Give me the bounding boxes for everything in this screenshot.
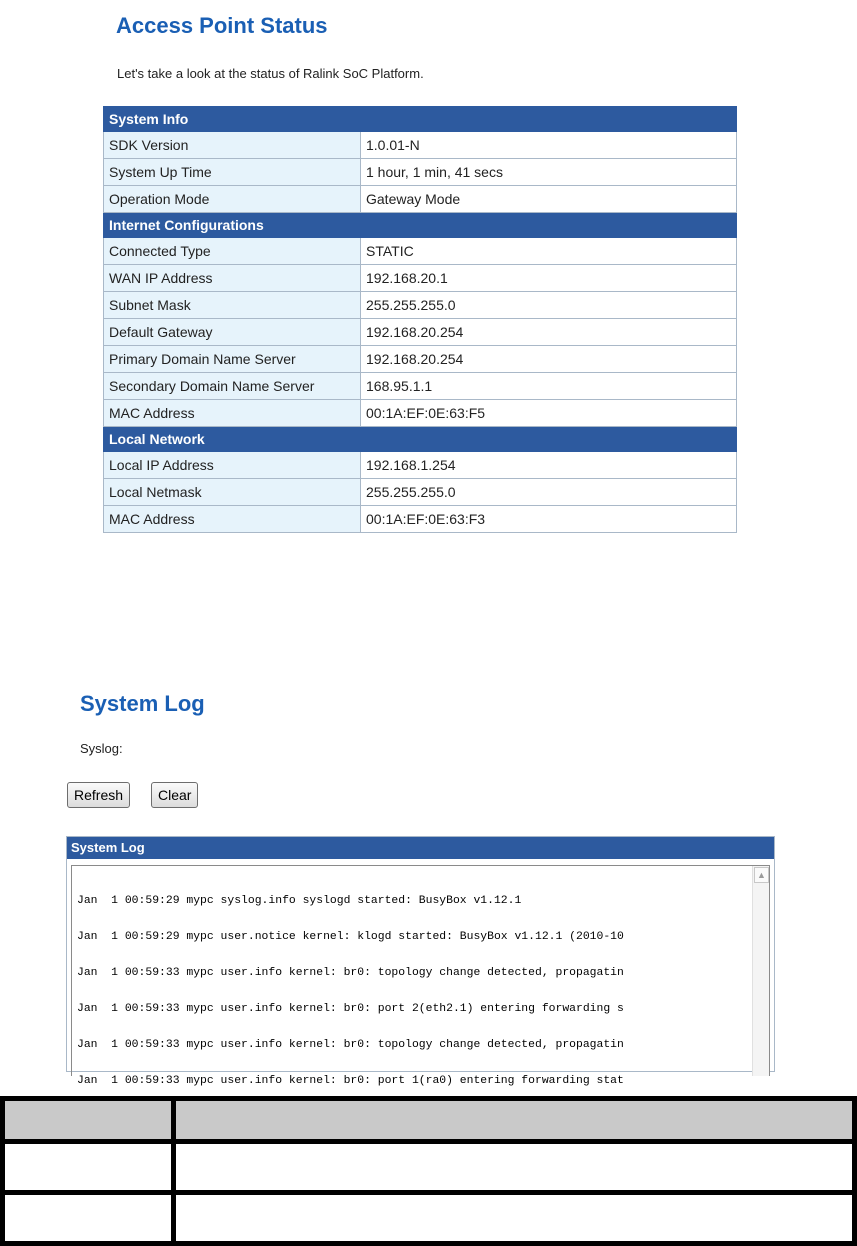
row-label: MAC Address: [104, 506, 361, 533]
log-line: Jan 1 00:59:29 mypc user.notice kernel: klogd started: BusyBox v1.12.1 (2010-10: [77, 931, 624, 943]
section-header-internet: [104, 213, 737, 238]
log-line: Jan 1 00:59:33 mypc user.info kernel: br0: topology change detected, propagatin: [77, 967, 624, 979]
row-value: 255.255.255.0: [361, 479, 737, 506]
table-row: [3, 1193, 855, 1244]
row-label: Local IP Address: [104, 452, 361, 479]
row-value: 00:1A:EF:0E:63:F3: [361, 506, 737, 533]
row-label: Secondary Domain Name Server: [104, 373, 361, 400]
scroll-up-icon[interactable]: ▲: [754, 867, 769, 883]
status-row-local-netmask: [104, 479, 737, 506]
status-row-local-ip: [104, 452, 737, 479]
page-subtitle: Let's take a look at the status of Ralink SoC Platform.: [117, 66, 424, 81]
table-cell: [3, 1142, 174, 1193]
log-line: Jan 1 00:59:33 mypc user.info kernel: br0: port 1(ra0) entering forwarding stat: [77, 1075, 624, 1087]
table-cell: [174, 1193, 855, 1244]
row-value: STATIC: [361, 238, 737, 265]
row-value: 00:1A:EF:0E:63:F5: [361, 400, 737, 427]
table-cell: [174, 1142, 855, 1193]
row-label: Operation Mode: [104, 186, 361, 213]
section-header-local-network: [104, 427, 737, 452]
table-cell: [3, 1193, 174, 1244]
status-row-system-up-time: [104, 159, 737, 186]
row-label: System Up Time: [104, 159, 361, 186]
status-row-wan-mac: [104, 400, 737, 427]
row-value: 168.95.1.1: [361, 373, 737, 400]
status-table: [103, 106, 737, 533]
row-value: 192.168.20.1: [361, 265, 737, 292]
row-label: Primary Domain Name Server: [104, 346, 361, 373]
status-row-secondary-dns: [104, 373, 737, 400]
status-row-default-gateway: [104, 319, 737, 346]
row-value: Gateway Mode: [361, 186, 737, 213]
page-title: Access Point Status: [116, 13, 328, 38]
log-line: Jan 1 00:59:33 mypc user.info kernel: br0: topology change detected, propagatin: [77, 1039, 624, 1051]
table-header-cell: [174, 1099, 855, 1142]
row-label: Subnet Mask: [104, 292, 361, 319]
refresh-button[interactable]: Refresh: [67, 782, 130, 808]
row-value: 192.168.1.254: [361, 452, 737, 479]
status-row-subnet-mask: [104, 292, 737, 319]
log-line: Jan 1 00:59:29 mypc syslog.info syslogd started: BusyBox v1.12.1: [77, 895, 522, 907]
row-label: Local Netmask: [104, 479, 361, 506]
row-label: Default Gateway: [104, 319, 361, 346]
status-row-connected-type: [104, 238, 737, 265]
syslog-label: Syslog:: [80, 741, 123, 756]
status-row-primary-dns: [104, 346, 737, 373]
table-header-row: [3, 1099, 855, 1142]
row-label: MAC Address: [104, 400, 361, 427]
row-label: SDK Version: [104, 132, 361, 159]
log-line: Jan 1 00:59:33 mypc user.info kernel: br0: port 2(eth2.1) entering forwarding s: [77, 1003, 624, 1015]
row-label: Connected Type: [104, 238, 361, 265]
section-header-label: System Info: [104, 107, 737, 132]
table-row: [3, 1142, 855, 1193]
system-log-header: System Log: [67, 837, 774, 859]
document-table: [0, 1096, 857, 1246]
section-header-label: Internet Configurations: [104, 213, 737, 238]
section-header-system-info: [104, 107, 737, 132]
clear-button[interactable]: Clear: [151, 782, 198, 808]
row-value: 192.168.20.254: [361, 319, 737, 346]
log-scrollbar[interactable]: [752, 866, 769, 1076]
section-header-label: Local Network: [104, 427, 737, 452]
system-log-textarea[interactable]: [71, 865, 770, 1087]
row-value: 1 hour, 1 min, 41 secs: [361, 159, 737, 186]
row-label: WAN IP Address: [104, 265, 361, 292]
table-header-cell: [3, 1099, 174, 1142]
row-value: 192.168.20.254: [361, 346, 737, 373]
status-row-lan-mac: [104, 506, 737, 533]
log-lines: [77, 871, 743, 1111]
row-value: 255.255.255.0: [361, 292, 737, 319]
status-row-sdk-version: [104, 132, 737, 159]
syslog-title: System Log: [80, 691, 205, 716]
row-value: 1.0.01-N: [361, 132, 737, 159]
system-log-panel: [66, 836, 775, 1087]
status-row-wan-ip: [104, 265, 737, 292]
status-row-operation-mode: [104, 186, 737, 213]
